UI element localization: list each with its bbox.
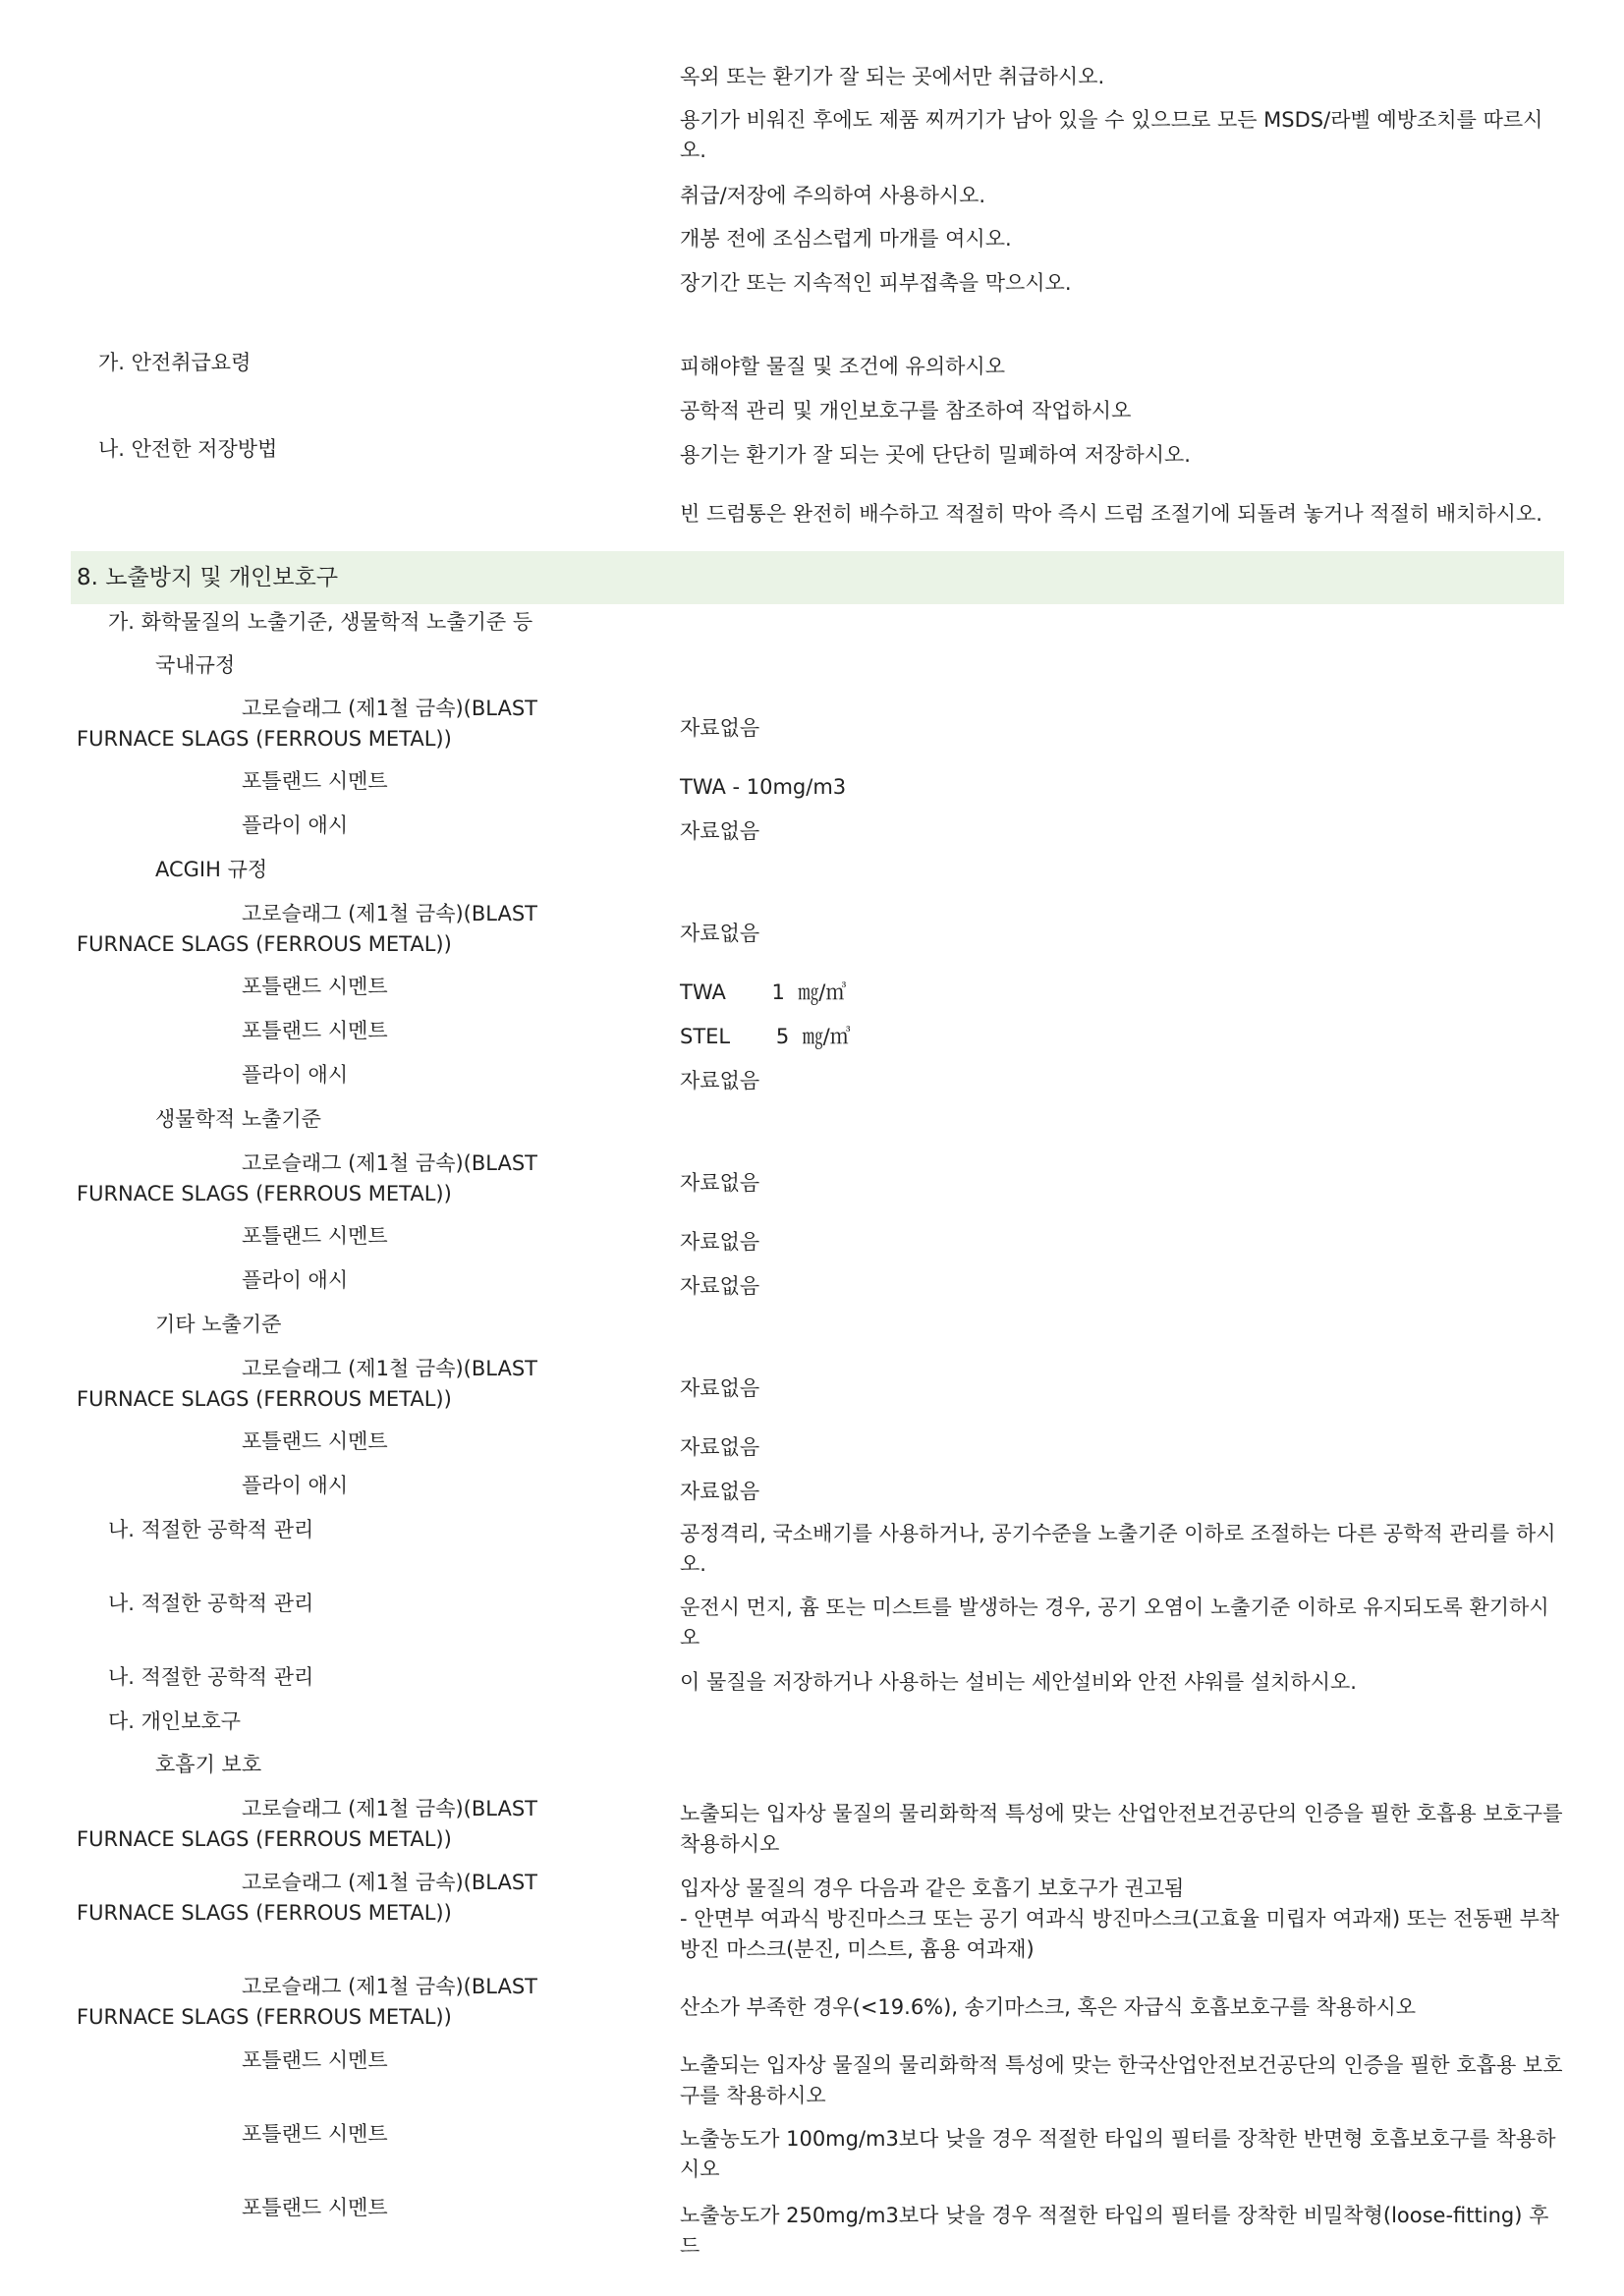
engineering-text: 운전시 먼지, 흄 또는 미스트를 발생하는 경우, 공기 오염이 노출기준 이하로 유지되도록 환기하시오 <box>680 1596 1549 1650</box>
safe-storage-label: 나. 안전한 저장방법 <box>98 437 278 461</box>
safe-handling-line: 피해야할 물질 및 조건에 유의하시오 <box>680 355 1005 378</box>
material-name: 플라이 애시 <box>242 813 349 837</box>
exposure-value: 자료없음 <box>680 716 760 740</box>
group-label: ACGIH 규정 <box>155 858 268 881</box>
safe-handling-line: 공학적 관리 및 개인보호구를 참조하여 작업하시오 <box>680 399 1132 422</box>
material-name: 플라이 애시 <box>242 1474 349 1497</box>
group-label: 기타 노출기준 <box>155 1313 282 1336</box>
material-name: 고로슬래그 (제1철 금속)(BLAST FURNACE SLAGS (FERROUS METAL)) <box>77 1151 537 1205</box>
material-name: 고로슬래그 (제1철 금속)(BLAST FURNACE SLAGS (FERROUS METAL)) <box>77 697 537 751</box>
respiratory-text: 입자상 물질의 경우 다음과 같은 호흡기 보호구가 권고됨 <box>680 1876 1185 1900</box>
exposure-value: 자료없음 <box>680 1435 760 1459</box>
safe-storage-line: 용기는 환기가 잘 되는 곳에 단단히 밀폐하여 저장하시오. <box>680 443 1191 467</box>
respiratory-label: 호흡기 보호 <box>155 1753 262 1776</box>
material-name: 고로슬래그 (제1철 금속)(BLAST FURNACE SLAGS (FERROUS METAL)) <box>77 1871 537 1925</box>
material-name: 고로슬래그 (제1철 금속)(BLAST FURNACE SLAGS (FERROUS METAL)) <box>77 1357 537 1411</box>
handling-note: 옥외 또는 환기가 잘 되는 곳에서만 취급하시오. <box>680 65 1105 88</box>
respiratory-text: 노출농도가 100mg/m3보다 낮을 경우 적절한 타입의 필터를 장착한 반면형 호흡보호구를 착용하시오 <box>680 2127 1556 2181</box>
engineering-text: 이 물질을 저장하거나 사용하는 설비는 세안설비와 안전 샤워를 설치하시오. <box>680 1670 1357 1694</box>
material-name: 플라이 애시 <box>242 1268 349 1292</box>
handling-note: 용기가 비워진 후에도 제품 찌꺼기가 남아 있을 수 있으므로 모든 MSDS/라벨 예방조치를 따르시오. <box>680 108 1543 162</box>
engineering-text: 공정격리, 국소배기를 사용하거나, 공기수준을 노출기준 이하로 조절하는 다른 공학적 관리를 하시오. <box>680 1522 1556 1576</box>
respiratory-text: 산소가 부족한 경우(<19.6%), 송기마스크, 혹은 자급식 호흡보호구를 착용하시오 <box>680 1995 1417 2019</box>
engineering-label: 나. 적절한 공학적 관리 <box>108 1592 314 1615</box>
material-name: 고로슬래그 (제1철 금속)(BLAST FURNACE SLAGS (FERROUS METAL)) <box>77 1797 537 1851</box>
handling-note: 장기간 또는 지속적인 피부접촉을 막으시오. <box>680 271 1072 295</box>
material-name: 고로슬래그 (제1철 금속)(BLAST FURNACE SLAGS (FERROUS METAL)) <box>77 902 537 956</box>
respiratory-text: 노출되는 입자상 물질의 물리화학적 특성에 맞는 한국산업안전보건공단의 인증을 필한 호흡용 보호구를 착용하시오 <box>680 2053 1563 2107</box>
respiratory-text: 노출되는 입자상 물질의 물리화학적 특성에 맞는 산업안전보건공단의 인증을 필한 호흡용 보호구를 착용하시오 <box>680 1802 1563 1856</box>
engineering-label: 나. 적절한 공학적 관리 <box>108 1518 314 1541</box>
ppe-label: 다. 개인보호구 <box>108 1709 242 1733</box>
material-name: 포틀랜드 시멘트 <box>242 1429 388 1453</box>
respiratory-text: 노출농도가 250mg/m3보다 낮을 경우 적절한 타입의 필터를 장착한 비밀착형(loose-fitting) 후드 <box>680 2204 1549 2258</box>
material-name: 포틀랜드 시멘트 <box>242 975 388 998</box>
subsection-label: 가. 화학물질의 노출기준, 생물학적 노출기준 등 <box>108 610 533 634</box>
respiratory-text: - 안면부 여과식 방진마스크 또는 공기 여과식 방진마스크(고효율 미립자 여과재) 또는 전동팬 부착방진 마스크(분진, 미스트, 흄용 여과재) <box>680 1907 1560 1961</box>
exposure-value: STEL 5 ㎎/㎥ <box>680 1025 851 1048</box>
material-name: 포틀랜드 시멘트 <box>242 769 388 793</box>
material-name: 고로슬래그 (제1철 금속)(BLAST FURNACE SLAGS (FERROUS METAL)) <box>77 1975 537 2029</box>
engineering-label: 나. 적절한 공학적 관리 <box>108 1665 314 1689</box>
exposure-value: 자료없음 <box>680 1230 760 1254</box>
safe-storage-line: 빈 드럼통은 완전히 배수하고 적절히 막아 즉시 드럼 조절기에 되돌려 놓거나 적절히 배치하시오. <box>680 502 1542 526</box>
safe-handling-label: 가. 안전취급요령 <box>98 351 252 374</box>
handling-note: 취급/저장에 주의하여 사용하시오. <box>680 184 986 207</box>
exposure-value: 자료없음 <box>680 1274 760 1298</box>
handling-note: 개봉 전에 조심스럽게 마개를 여시오. <box>680 227 1012 251</box>
material-name: 포틀랜드 시멘트 <box>242 1224 388 1248</box>
material-name: 플라이 애시 <box>242 1063 349 1087</box>
material-name: 포틀랜드 시멘트 <box>242 2196 388 2219</box>
material-name: 포틀랜드 시멘트 <box>242 1019 388 1042</box>
exposure-value: TWA 1 ㎎/㎥ <box>680 980 847 1004</box>
material-name: 포틀랜드 시멘트 <box>242 2122 388 2146</box>
exposure-value: 자료없음 <box>680 1069 760 1092</box>
exposure-value: TWA - 10mg/m3 <box>680 775 847 799</box>
exposure-value: 자료없음 <box>680 819 760 843</box>
exposure-value: 자료없음 <box>680 922 760 945</box>
group-label: 생물학적 노출기준 <box>155 1107 321 1131</box>
exposure-value: 자료없음 <box>680 1171 760 1195</box>
exposure-value: 자료없음 <box>680 1480 760 1503</box>
group-label: 국내규정 <box>155 653 236 677</box>
section-title: 8. 노출방지 및 개인보호구 <box>77 565 339 590</box>
exposure-value: 자료없음 <box>680 1376 760 1400</box>
material-name: 포틀랜드 시멘트 <box>242 2048 388 2072</box>
